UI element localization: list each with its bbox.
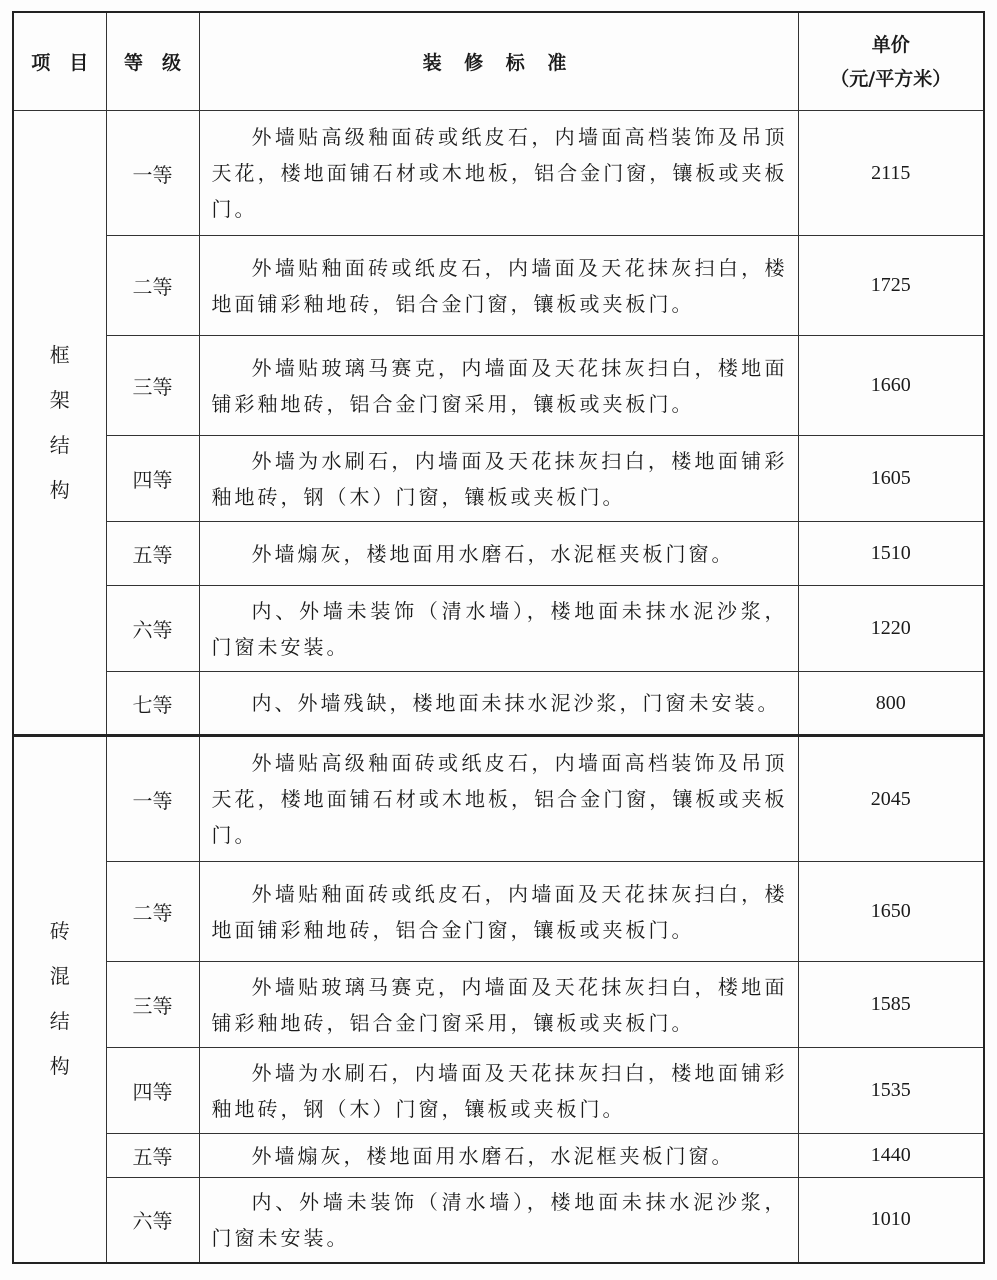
table-row [13,236,984,336]
grade-cell: 一等 [106,111,199,236]
grade-cell: 三等 [106,336,199,436]
grade-cell: 三等 [106,962,199,1048]
price-cell: 1605 [798,436,984,522]
standard-cell [199,962,798,1048]
header-grade: 等 级 [106,12,199,111]
price-cell: 800 [798,672,984,736]
standard-text: 外墙贴釉面砖或纸皮石，内墙面及天花抹灰扫白，楼地面铺彩釉地砖，铝合金门窗，镶板或夹板门。 [211,881,788,942]
grade-cell: 七等 [106,672,199,736]
table-row [13,862,984,962]
price-cell: 1725 [798,236,984,336]
table-row [13,111,984,236]
standard-text: 内、外墙未装饰（清水墙），楼地面未抹水泥沙浆，门窗未安装。 [211,1189,788,1250]
section-label-frame [13,111,106,736]
price-cell: 2115 [798,111,984,236]
section-label-brick [13,736,106,1263]
table-row [13,336,984,436]
price-cell: 1660 [798,336,984,436]
header-price-unit: （元/平方米） [830,67,952,90]
header-price [798,12,984,111]
standard-text: 外墙为水刷石，内墙面及天花抹灰扫白，楼地面铺彩釉地砖，钢（木）门窗，镶板或夹板门。 [211,1060,788,1121]
section-char: 框 [49,342,70,367]
standard-text: 外墙贴玻璃马赛克，内墙面及天花抹灰扫白，楼地面铺彩釉地砖，铝合金门窗采用，镶板或夹板门。 [211,974,788,1035]
table-row [13,672,984,736]
section-char: 结 [49,432,70,457]
price-cell: 1220 [798,586,984,672]
grade-cell: 二等 [106,236,199,336]
decoration-price-table [12,11,985,1264]
section-char: 混 [49,964,70,989]
section-char: 砖 [49,919,70,944]
standard-cell [199,1134,798,1178]
section-char: 结 [49,1009,70,1034]
price-cell: 1510 [798,522,984,586]
grade-cell: 六等 [106,1178,199,1263]
grade-cell: 五等 [106,1134,199,1178]
header-item: 项 目 [13,12,106,111]
table-row [13,1134,984,1178]
standard-cell [199,236,798,336]
standard-text: 内、外墙残缺，楼地面未抹水泥沙浆，门窗未安装。 [251,691,781,715]
price-cell: 1585 [798,962,984,1048]
section-char: 构 [49,477,70,502]
table-row [13,1048,984,1134]
table-row [13,586,984,672]
table-row [13,1178,984,1263]
price-cell: 1535 [798,1048,984,1134]
standard-text: 外墙贴高级釉面砖或纸皮石，内墙面高档装饰及吊顶天花，楼地面铺石材或木地板，铝合金门窗，镶板或夹板门。 [211,125,788,221]
section-char: 构 [49,1054,70,1079]
table-row [13,436,984,522]
standard-cell [199,1178,798,1263]
grade-cell: 二等 [106,862,199,962]
standard-cell [199,1048,798,1134]
price-cell: 2045 [798,736,984,862]
standard-cell [199,736,798,862]
grade-cell: 六等 [106,586,199,672]
price-cell: 1010 [798,1178,984,1263]
price-cell: 1650 [798,862,984,962]
standard-text: 外墙贴高级釉面砖或纸皮石，内墙面高档装饰及吊顶天花，楼地面铺石材或木地板，铝合金门窗，镶板或夹板门。 [211,751,788,847]
standard-cell [199,436,798,522]
standard-text: 外墙贴釉面砖或纸皮石，内墙面及天花抹灰扫白，楼地面铺彩釉地砖，铝合金门窗，镶板或夹板门。 [211,255,788,316]
grade-cell: 一等 [106,736,199,862]
header-price-label: 单价 [871,33,910,56]
standard-text: 外墙为水刷石，内墙面及天花抹灰扫白，楼地面铺彩釉地砖，钢（木）门窗，镶板或夹板门。 [211,448,788,509]
standard-cell [199,336,798,436]
table-row [13,522,984,586]
standard-cell [199,111,798,236]
standard-text: 内、外墙未装饰（清水墙），楼地面未抹水泥沙浆，门窗未安装。 [211,598,788,659]
grade-cell: 五等 [106,522,199,586]
standard-cell [199,586,798,672]
price-cell: 1440 [798,1134,984,1178]
standard-cell [199,522,798,586]
standard-text: 外墙煽灰，楼地面用水磨石，水泥框夹板门窗。 [251,541,735,566]
standard-text: 外墙煽灰，楼地面用水磨石，水泥框夹板门窗。 [251,1143,735,1168]
grade-cell: 四等 [106,436,199,522]
standard-cell [199,672,798,736]
table-row [13,736,984,862]
grade-cell: 四等 [106,1048,199,1134]
table-row [13,962,984,1048]
standard-cell [199,862,798,962]
table-header-row [13,12,984,111]
section-char: 架 [49,387,70,412]
standard-text: 外墙贴玻璃马赛克，内墙面及天花抹灰扫白，楼地面铺彩釉地砖，铝合金门窗采用，镶板或夹板门。 [211,355,788,416]
header-standard: 装 修 标 准 [199,12,798,111]
